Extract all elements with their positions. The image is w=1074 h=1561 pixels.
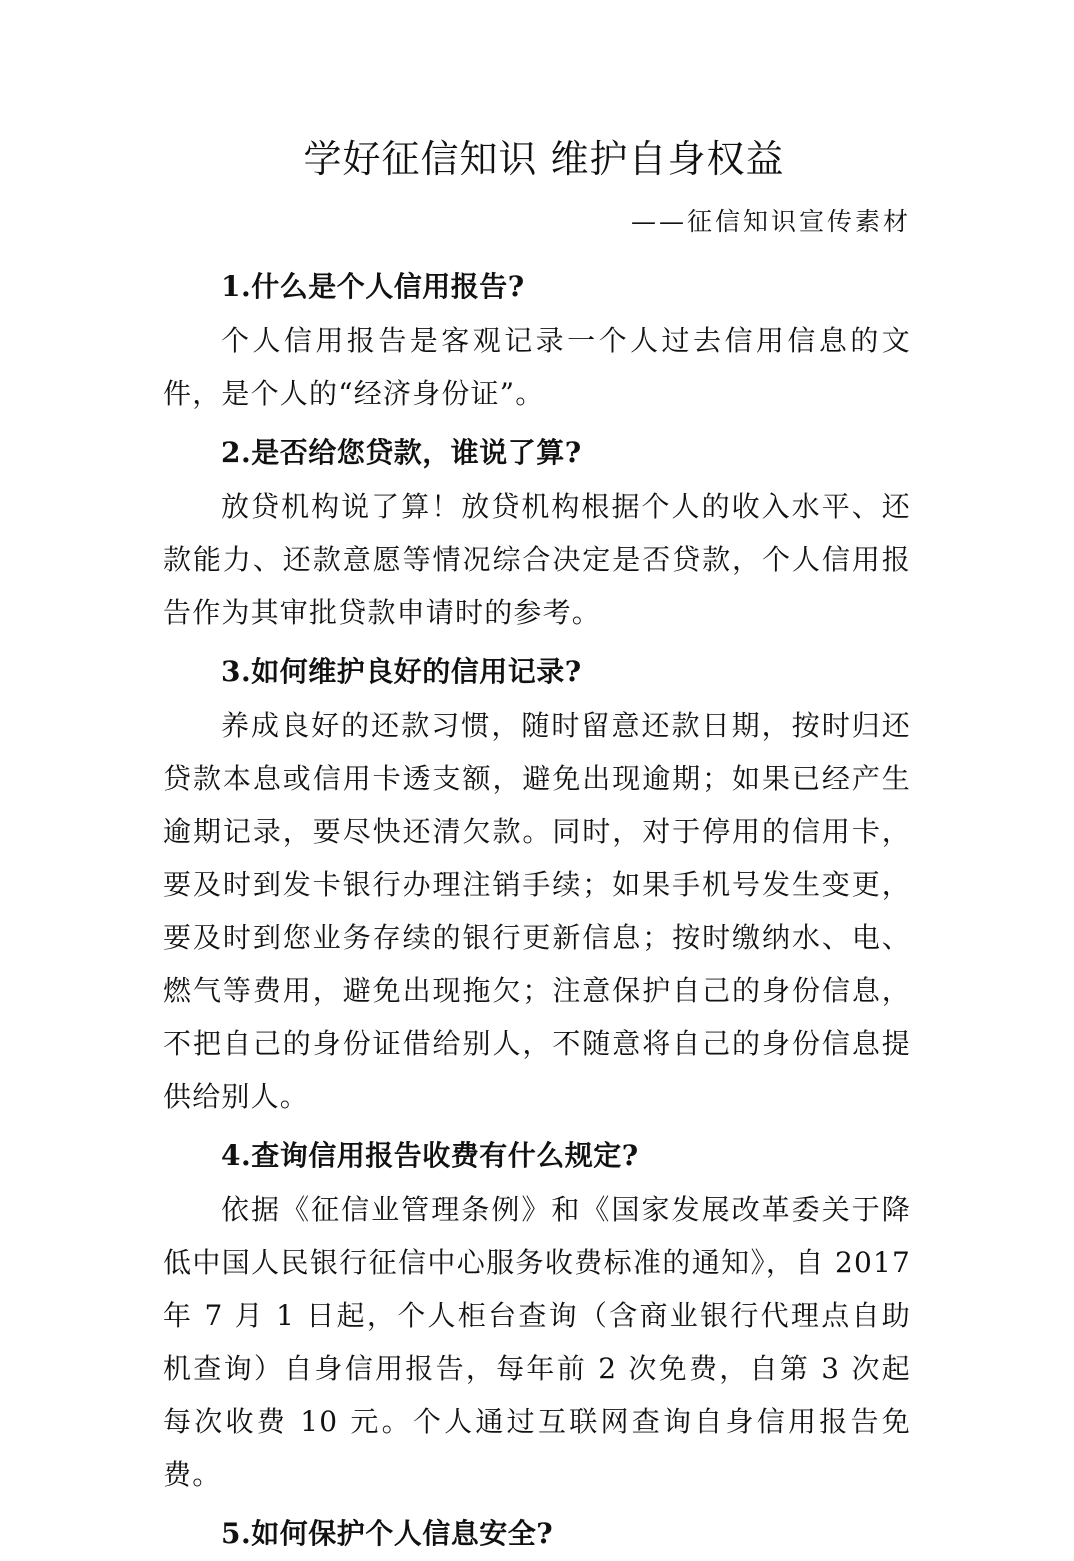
question-heading: 4.查询信用报告收费有什么规定? (221, 1139, 639, 1172)
answer-paragraph: 依据《征信业管理条例》和《国家发展改革委关于降低中国人民银行征信中心服务收费标准的通知》，自 2017 年 7 月 1 日起，个人柜台查询（含商业银行代理点自助机查询）自身信用报告，每年前 2 次免费，自第 3 次起每次收费 10 元。个人通过互联网查询自身信用报告免费。 (163, 1193, 911, 1491)
section-4 (163, 1129, 911, 1501)
answer-paragraph: 养成良好的还款习惯，随时留意还款日期，按时归还贷款本息或信用卡透支额，避免出现逾期；如果已经产生逾期记录，要尽快还清欠款。同时，对于停用的信用卡，要及时到发卡银行办理注销手续；如果手机号发生变更，要及时到您业务存续的银行更新信息；按时缴纳水、电、燃气等费用，避免出现拖欠；注意保护自己的身份信息，不把自己的身份证借给别人，不随意将自己的身份信息提供给别人。 (163, 709, 911, 1113)
section-2 (163, 426, 911, 639)
document-title: 学好征信知识 维护自身权益 (303, 137, 785, 181)
document-page (163, 130, 911, 1561)
question-heading: 5.如何保护个人信息安全? (221, 1517, 554, 1550)
answer-paragraph: 个人信用报告是客观记录一个人过去信用信息的文件，是个人的“经济身份证”。 (163, 324, 911, 410)
question-heading: 1.什么是个人信用报告? (221, 270, 525, 303)
question-heading: 3.如何维护良好的信用记录? (221, 655, 582, 688)
answer-paragraph: 放贷机构说了算！放贷机构根据个人的收入水平、还款能力、还款意愿等情况综合决定是否贷款，个人信用报告作为其审批贷款申请时的参考。 (163, 490, 911, 629)
question-heading: 2.是否给您贷款，谁说了算? (221, 436, 582, 469)
document-subtitle: ——征信知识宣传素材 (630, 207, 911, 236)
section-5 (163, 1507, 911, 1561)
section-3 (163, 645, 911, 1123)
section-1 (163, 260, 911, 420)
